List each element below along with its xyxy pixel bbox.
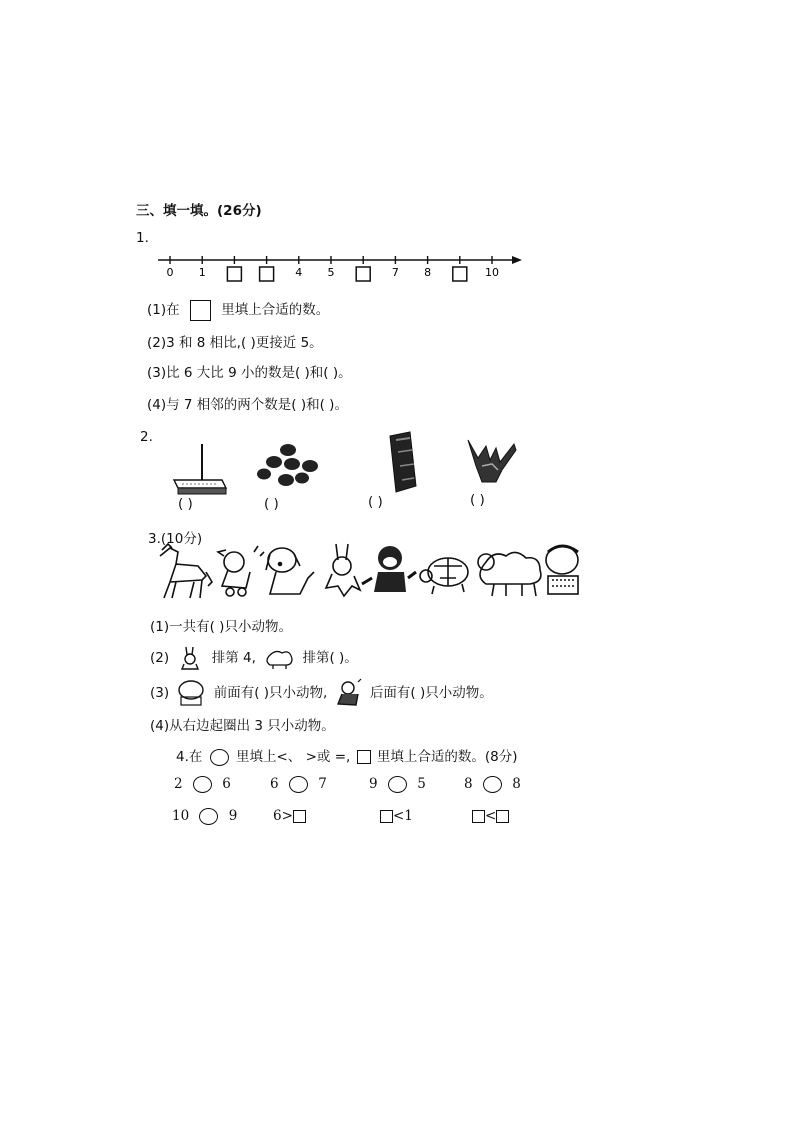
q2-blank-3: ( ) bbox=[368, 494, 383, 510]
animal-row bbox=[150, 542, 590, 602]
number-line-answer-box[interactable] bbox=[356, 267, 370, 281]
hand-image bbox=[462, 436, 522, 486]
number-line-label: 4 bbox=[295, 266, 303, 279]
number-line-label: 7 bbox=[391, 266, 399, 279]
compare-circle-icon[interactable] bbox=[199, 808, 218, 825]
turtle-image bbox=[420, 558, 468, 594]
compare-circle-icon[interactable] bbox=[483, 776, 502, 793]
q2-blank-2: ( ) bbox=[264, 496, 279, 512]
circle-blank-icon bbox=[210, 749, 229, 766]
number-line-label: 8 bbox=[424, 266, 432, 279]
section-title: 三、填一填。(26分) bbox=[136, 203, 262, 219]
q2-blank-1: ( ) bbox=[178, 496, 193, 512]
q1-part3: (3)比 6 大比 9 小的数是( )和( )。 bbox=[147, 365, 352, 381]
q1-part4: (4)与 7 相邻的两个数是( )和( )。 bbox=[147, 397, 348, 413]
answer-box-icon bbox=[190, 300, 211, 321]
fill-square-icon[interactable] bbox=[496, 810, 509, 823]
number-line-answer-box[interactable] bbox=[453, 267, 467, 281]
q1-number: 1. bbox=[136, 230, 149, 246]
q4-compare-1: 2 6 bbox=[174, 776, 231, 792]
dog-image bbox=[266, 548, 314, 594]
number-line-label: 5 bbox=[327, 266, 335, 279]
monkey-image bbox=[362, 546, 416, 592]
q3-part4: (4)从右边起圈出 3 只小动物。 bbox=[150, 718, 335, 734]
q2-blank-4: ( ) bbox=[470, 492, 485, 508]
square-blank-icon bbox=[357, 750, 371, 764]
compare-circle-icon[interactable] bbox=[388, 776, 407, 793]
rabbit-image bbox=[326, 544, 360, 596]
q2-number: 2. bbox=[140, 429, 153, 445]
horse-image bbox=[160, 544, 212, 598]
q3-header: 3.(10分) bbox=[148, 531, 203, 547]
q1-part1: (1)在 里填上合适的数。 bbox=[147, 298, 329, 321]
number-line-answer-box[interactable] bbox=[260, 267, 274, 281]
q4-fill-1: 6> bbox=[273, 808, 306, 824]
q4-fill-2: <1 bbox=[380, 808, 413, 824]
q4-compare-2: 6 7 bbox=[270, 776, 327, 792]
fill-square-icon[interactable] bbox=[293, 810, 306, 823]
compare-circle-icon[interactable] bbox=[193, 776, 212, 793]
q4-fill-3: < bbox=[472, 808, 509, 824]
number-line-label: 0 bbox=[166, 266, 174, 279]
kid-icon bbox=[175, 680, 207, 706]
fill-square-icon[interactable] bbox=[472, 810, 485, 823]
number-line-label: 1 bbox=[198, 266, 206, 279]
q4-header: 4.在 里填上<、 >或 =, 里填上合适的数。(8分) bbox=[176, 749, 518, 765]
bundle-image bbox=[376, 430, 426, 496]
number-line bbox=[150, 248, 530, 288]
q4-compare-5: 10 9 bbox=[172, 808, 238, 824]
sheep-icon bbox=[264, 647, 294, 669]
sheep-image bbox=[478, 552, 541, 596]
q4-compare-3: 9 5 bbox=[369, 776, 426, 792]
q4-compare-4: 8 8 bbox=[464, 776, 521, 792]
number-line-label: 10 bbox=[485, 266, 499, 279]
bird-icon bbox=[334, 678, 364, 708]
compare-circle-icon[interactable] bbox=[289, 776, 308, 793]
q3-part2: (2) 排第 4, 排第( )。 bbox=[150, 646, 358, 670]
beans-image bbox=[256, 442, 326, 492]
fill-square-icon[interactable] bbox=[380, 810, 393, 823]
bird-image bbox=[218, 546, 264, 596]
pin-on-board-image bbox=[170, 442, 230, 496]
kid-image bbox=[546, 546, 578, 594]
number-line-answer-box[interactable] bbox=[227, 267, 241, 281]
rabbit-icon bbox=[177, 646, 203, 670]
number-line-arrow bbox=[512, 256, 522, 264]
q1-part2: (2)3 和 8 相比,( )更接近 5。 bbox=[147, 335, 323, 351]
q3-part3: (3) 前面有( )只小动物, 后面有( )只小动物。 bbox=[150, 678, 493, 708]
q3-part1: (1)一共有( )只小动物。 bbox=[150, 619, 292, 635]
